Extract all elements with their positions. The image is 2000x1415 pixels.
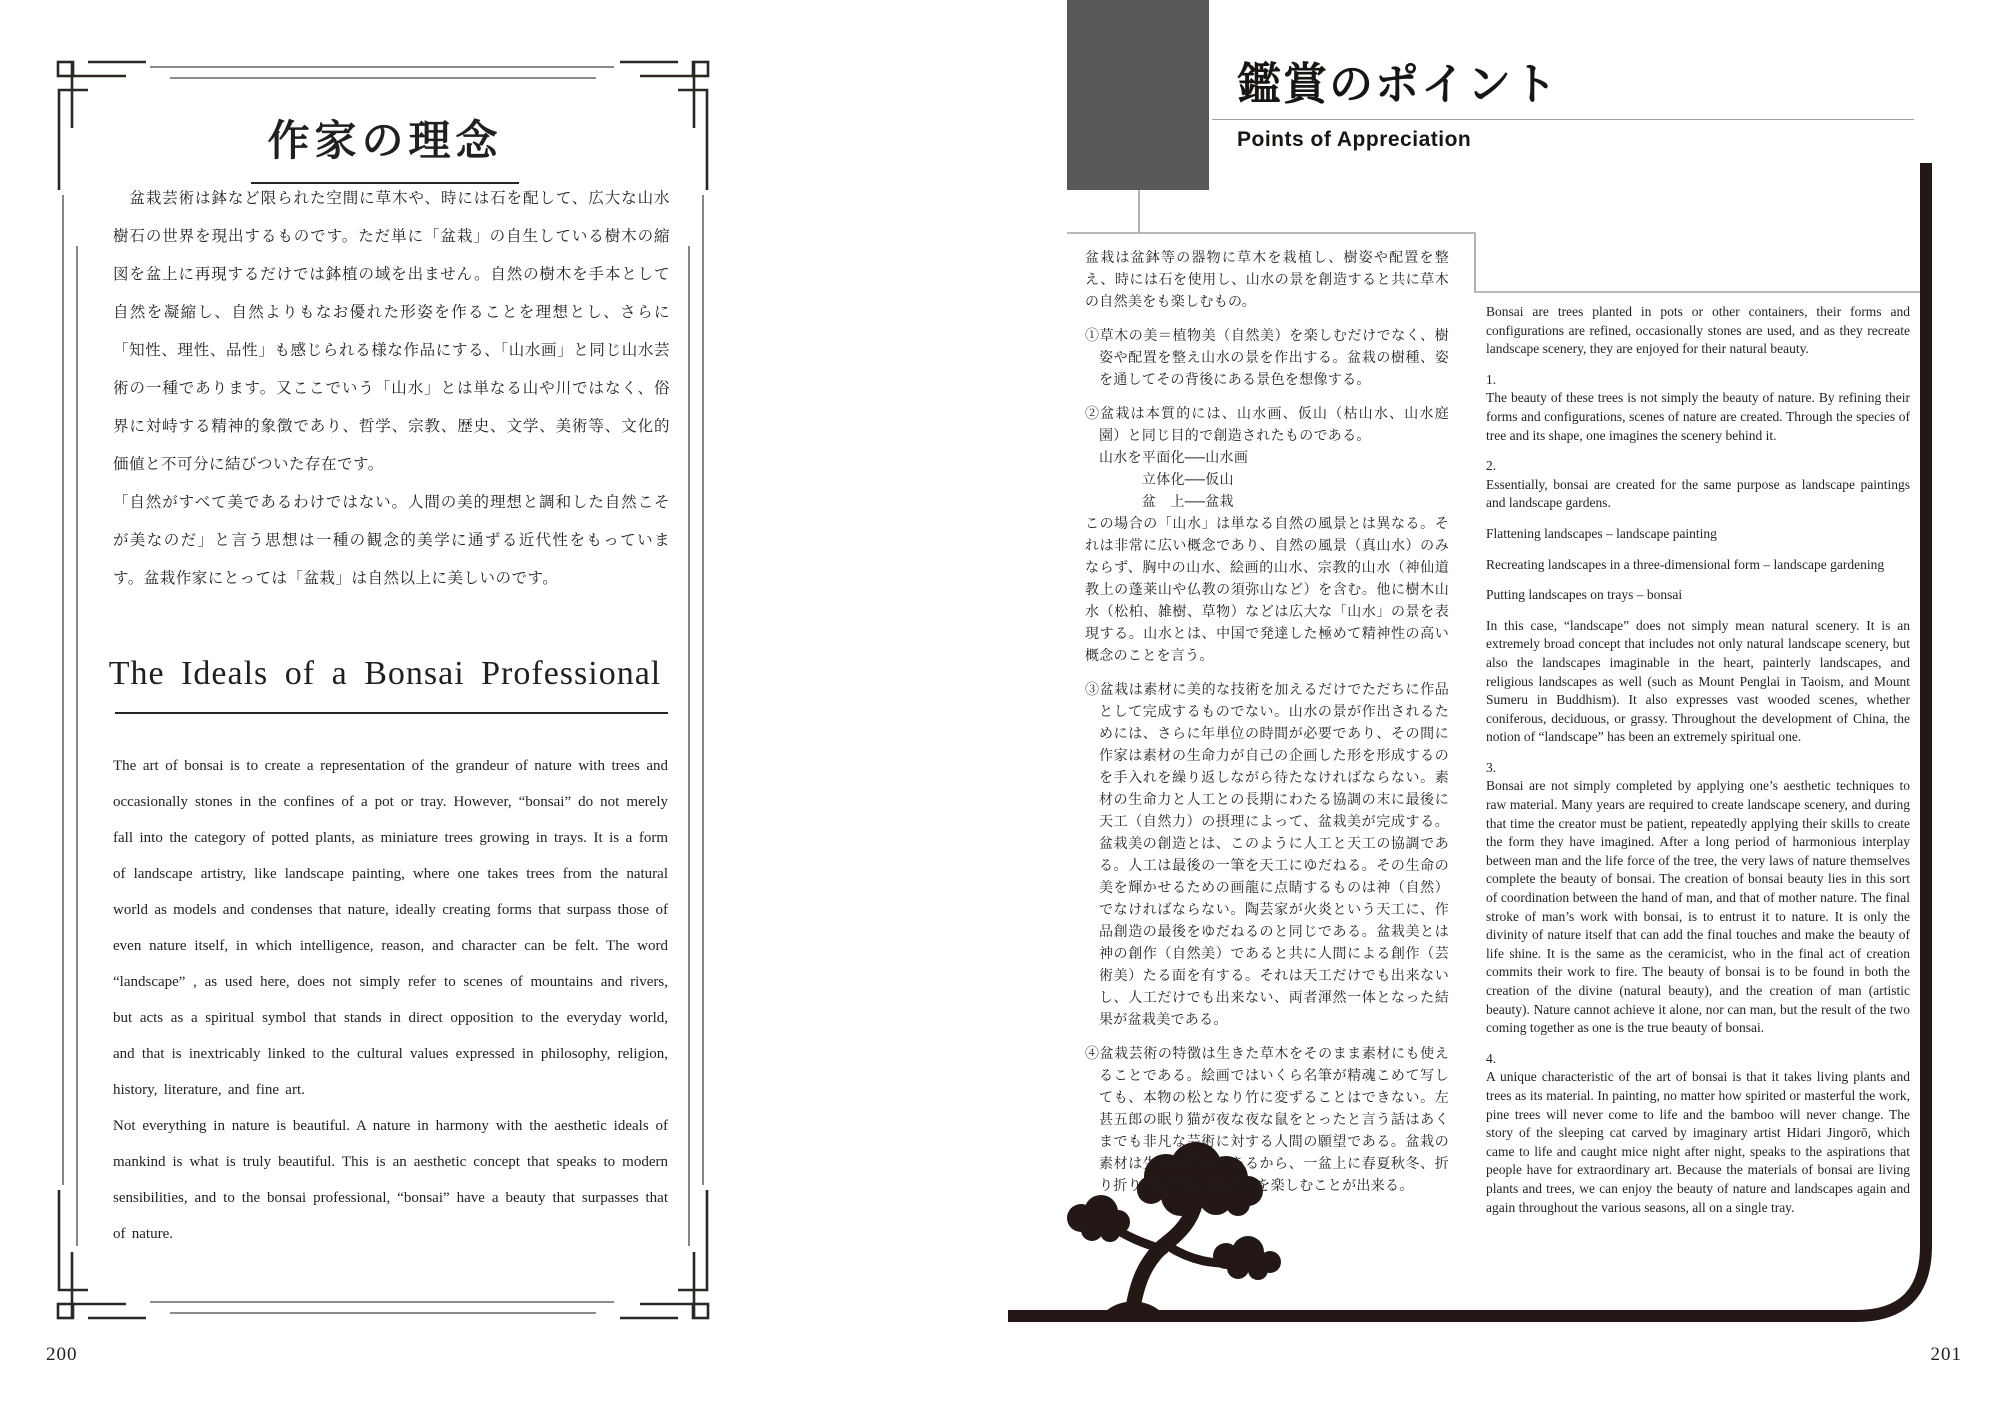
en-section-text: Flattening landscapes – landscape painting	[1486, 525, 1717, 541]
en-section	[1486, 759, 1910, 1038]
en-section-text: The beauty of these trees is not simply the beauty of nature. By refining their forms and configurations, scenes of nature are created. Through the species of tree and its shape, one imagines the scenery behind it.	[1486, 390, 1910, 443]
en-section	[1486, 457, 1910, 513]
jp-paragraph: 盆栽芸術は鉢など限られた空間に草木や、時には石を配して、広大な山水樹石の世界を現出するものです。ただ単に「盆栽」の自生している樹木の縮図を盆上に再現するだけでは鉢植の域を出ません。自然の樹木を手本として自然を凝縮し、自然よりもなお優れた形姿を作ることを理想とし、さらに「知性、理性、品性」も感じられる様な作品にする、「山水画」と同じ山水芸術の一種であります。又ここでいう「山水」とは単なる山や川ではなく、俗界に対峙する精神的象徴であり、哲学、宗教、歴史、文学、美術等、文化的価値と不可分に結びついた存在です。	[113, 190, 670, 473]
jp-paragraph: 「自然がすべて美であるわけではない。人間の美的理想と調和した自然こそが美なのだ」と言う思想は一種の観念的美学に通ずる近代性をもっています。盆栽作家にとっては「盆栽」は自然以上に美しいのです。	[113, 494, 670, 587]
right-page	[1000, 0, 2000, 1415]
en-section-number: 4.	[1486, 1050, 1497, 1066]
left-title-block	[60, 108, 710, 184]
jp-col-item-2: ②盆栽は本質的には、山水画、仮山（枯山水、山水庭園）と同じ目的で創造されたものである。	[1085, 407, 1449, 444]
en-section	[1486, 1050, 1910, 1217]
en-section-text: In this case, “landscape” does not simply mean natural scenery. It is an extremely broad concept that includes not only natural landscape scenery, but also the landscapes imaginable in the heart, painterly landscapes, and religious landscapes as well (such as Mount Penglai in Taoism, and Mount Sumeru in Buddhism). It also expresses vast wooded scenes, whether coniferous, deciduous, or grassy. Throughout the development of China, the notion of “landscape” has been an extremely spiritual one.	[1486, 617, 1910, 745]
left-title-en-block	[60, 655, 710, 693]
page-number-left: 200	[46, 1344, 78, 1365]
jp-col-item-2-line: 立体化──仮山	[1099, 473, 1234, 488]
jp-col-item-4: ④盆栽芸術の特徴は生きた草木をそのまま素材にも使えることである。絵画ではいくら名筆が精魂こめて写しても、本物の松となり竹に変ずることはできない。左甚五郎の眠り猫が夜な夜な鼠をとったと言う話はあくまでも非凡な芸術に対する人間の願望である。盆栽の素材は生きた草木であるから、一盆上に春夏秋冬、折り折りの自然美と山水美を楽しむことが出来る。	[1085, 1047, 1449, 1194]
left-page-title-jp: 作家の理念	[251, 108, 518, 184]
en-section-text: Putting landscapes on trays – bonsai	[1486, 587, 1683, 603]
right-japanese-column	[1085, 248, 1449, 1198]
left-english-essay	[113, 748, 668, 1252]
en-section	[1486, 303, 1910, 359]
right-page-title-en: Points of Appreciation	[1237, 128, 1472, 151]
en-paragraph: The art of bonsai is to create a representation of the grandeur of nature with trees and occasionally stones in the confines of a pot or tray. However, “bonsai” do not merely fall into the category of potted plants, as miniature trees growing in trays. It is a form of landscape artistry, like landscape painting, where one takes trees from the natural world as models and condenses that nature, ideally creating forms that surpass those of even nature itself, in which intelligence, reason, and character can be felt. The word “landscape” , as used here, does not simply refer to scenes of mountains and rivers, but acts as a spiritual symbol that stands in direct opposition to the everyday world, and that is inextricably linked to the cultural values expressed in philosophy, religion, history, literature, and fine art.	[113, 758, 668, 1098]
en-section-text: Recreating landscapes in a three-dimensional form – landscape gardening	[1486, 556, 1885, 572]
en-section-text: Bonsai are trees planted in pots or other containers, their forms and configurations are refined, occasionally stones are used, and as they recreate landscape scenery, they are enjoyed for their natural beauty.	[1486, 304, 1910, 357]
jp-col-intro: 盆栽は盆鉢等の器物に草木を栽植し、樹姿や配置を整え、時には石を使用し、山水の景を創造すると共に草木の自然美をも楽しむもの。	[1085, 251, 1449, 310]
en-section-text: Essentially, bonsai are created for the same purpose as landscape paintings and landscape gardens.	[1486, 476, 1910, 511]
title-underline-rule	[115, 712, 668, 714]
jp-col-item-2-line: 山水を平面化──山水画	[1099, 451, 1249, 466]
jp-col-item-1: ①草木の美＝植物美（自然美）を楽しむだけでなく、樹姿や配置を整え山水の景を作出する。盆栽の樹種、姿を通してその背後にある景色を想像する。	[1085, 329, 1449, 388]
right-english-column	[1486, 303, 1910, 1229]
left-page-title-en: The Ideals of a Bonsai Professional	[108, 655, 662, 692]
jp-col-item-3: ③盆栽は素材に美的な技術を加えるだけでただちに作品として完成するものでない。山水の景が作出されるためには、さらに年単位の時間が必要であり、その間に作家は素材の生命力が自己の企画した形を形成するのを手入れを繰り返しながら待たなければならない。素材の生命力と人工との長期にわたる協調の末に最後に天工（自然力）の摂理によって、盆栽美が完成する。盆栽美の創造とは、このように人工と天工の協調である。人工は最後の一筆を天工にゆだねる。その生命の美を輝かせるための画龍に点睛するものは神（自然）でなければならない。陶芸家が火炎という天工に、作品創造の最後をゆだねるのと同じである。盆栽美とは神の創作（自然美）であると共に人間による創作（芸術美）たる面を有する。それは天工だけでも出来ないし、人工だけでも出来ない、両者渾然一体となった結果が盆栽美である。	[1085, 683, 1449, 1028]
page-number-right: 201	[1930, 1344, 1962, 1365]
jp-col-item-2-line: 盆 上──盆栽	[1099, 495, 1234, 510]
en-section-number: 3.	[1486, 759, 1497, 775]
en-section	[1486, 371, 1910, 445]
en-section	[1486, 525, 1910, 544]
en-section	[1486, 556, 1910, 575]
en-section-text: A unique characteristic of the art of bonsai is that it takes living plants and trees as its material. In painting, no matter how spirited or masterful the work, pine trees will never come to life and the bamboo will never change. The story of the sleeping cat carved by imaginary artist Hidari Jingorō, which came to life and caught mice night after night, speaks to the aspirations that people have for extraordinary art. Because the materials of bonsai are living plants and trees, we can enjoy the beauty of nature and landscapes again and again throughout the various seasons, all on a single tray.	[1486, 1069, 1910, 1215]
en-section	[1486, 586, 1910, 605]
en-section	[1486, 617, 1910, 747]
left-japanese-essay	[113, 180, 670, 598]
right-page-title-jp: 鑑賞のポイント	[1237, 60, 1559, 109]
en-section-number: 2.	[1486, 458, 1497, 474]
en-paragraph: Not everything in nature is beautiful. A nature in harmony with the aesthetic ideals of mankind is what is truly beautiful. This is an aesthetic concept that speaks to modern sensibilities, and to the bonsai professional, “bonsai” have a beauty that surpasses that of nature.	[113, 1118, 668, 1242]
en-section-text: Bonsai are not simply completed by applying one’s aesthetic techniques to raw material. Many years are required to create landscape scenery, and during that time the creator must be patient, repeatedly applying their skills to create the form they have imagined. After a long period of harmonious interplay between man and the life force of the tree, the very laws of nature themselves complete the beauty of bonsai. The creation of bonsai beauty lies in this sort of coordination between the hand of man, and that of mother nature. The final stroke of man’s work with bonsai, is to entrust it to nature. It is only the divinity of nature itself that can add the final touches and make the beauty of life shine. It is the same as the ceramicist, who in the final act of creation commits their work to fire. The beauty of bonsai is to be found in both the creation of the divine (natural beauty), and the creation of man (artistic beauty). Nature cannot achieve it alone, nor can man, but the result of the two coming together as one is the true beauty of bonsai.	[1486, 778, 1910, 1036]
jp-col-item-2-continuation: この場合の「山水」は単なる自然の風景とは異なる。それは非常に広い概念であり、自然の風景（真山水）のみならず、胸中の山水、絵画的山水、宗教的山水（神仙道教上の蓬莱山や仏教の須弥山など）を含む。他に樹木山水（松柏、雑樹、草物）などは広大な「山水」の景を表現する。山水とは、中国で発達した極めて精神性の高い概念のことを言う。	[1085, 517, 1449, 664]
en-section-number: 1.	[1486, 371, 1497, 387]
